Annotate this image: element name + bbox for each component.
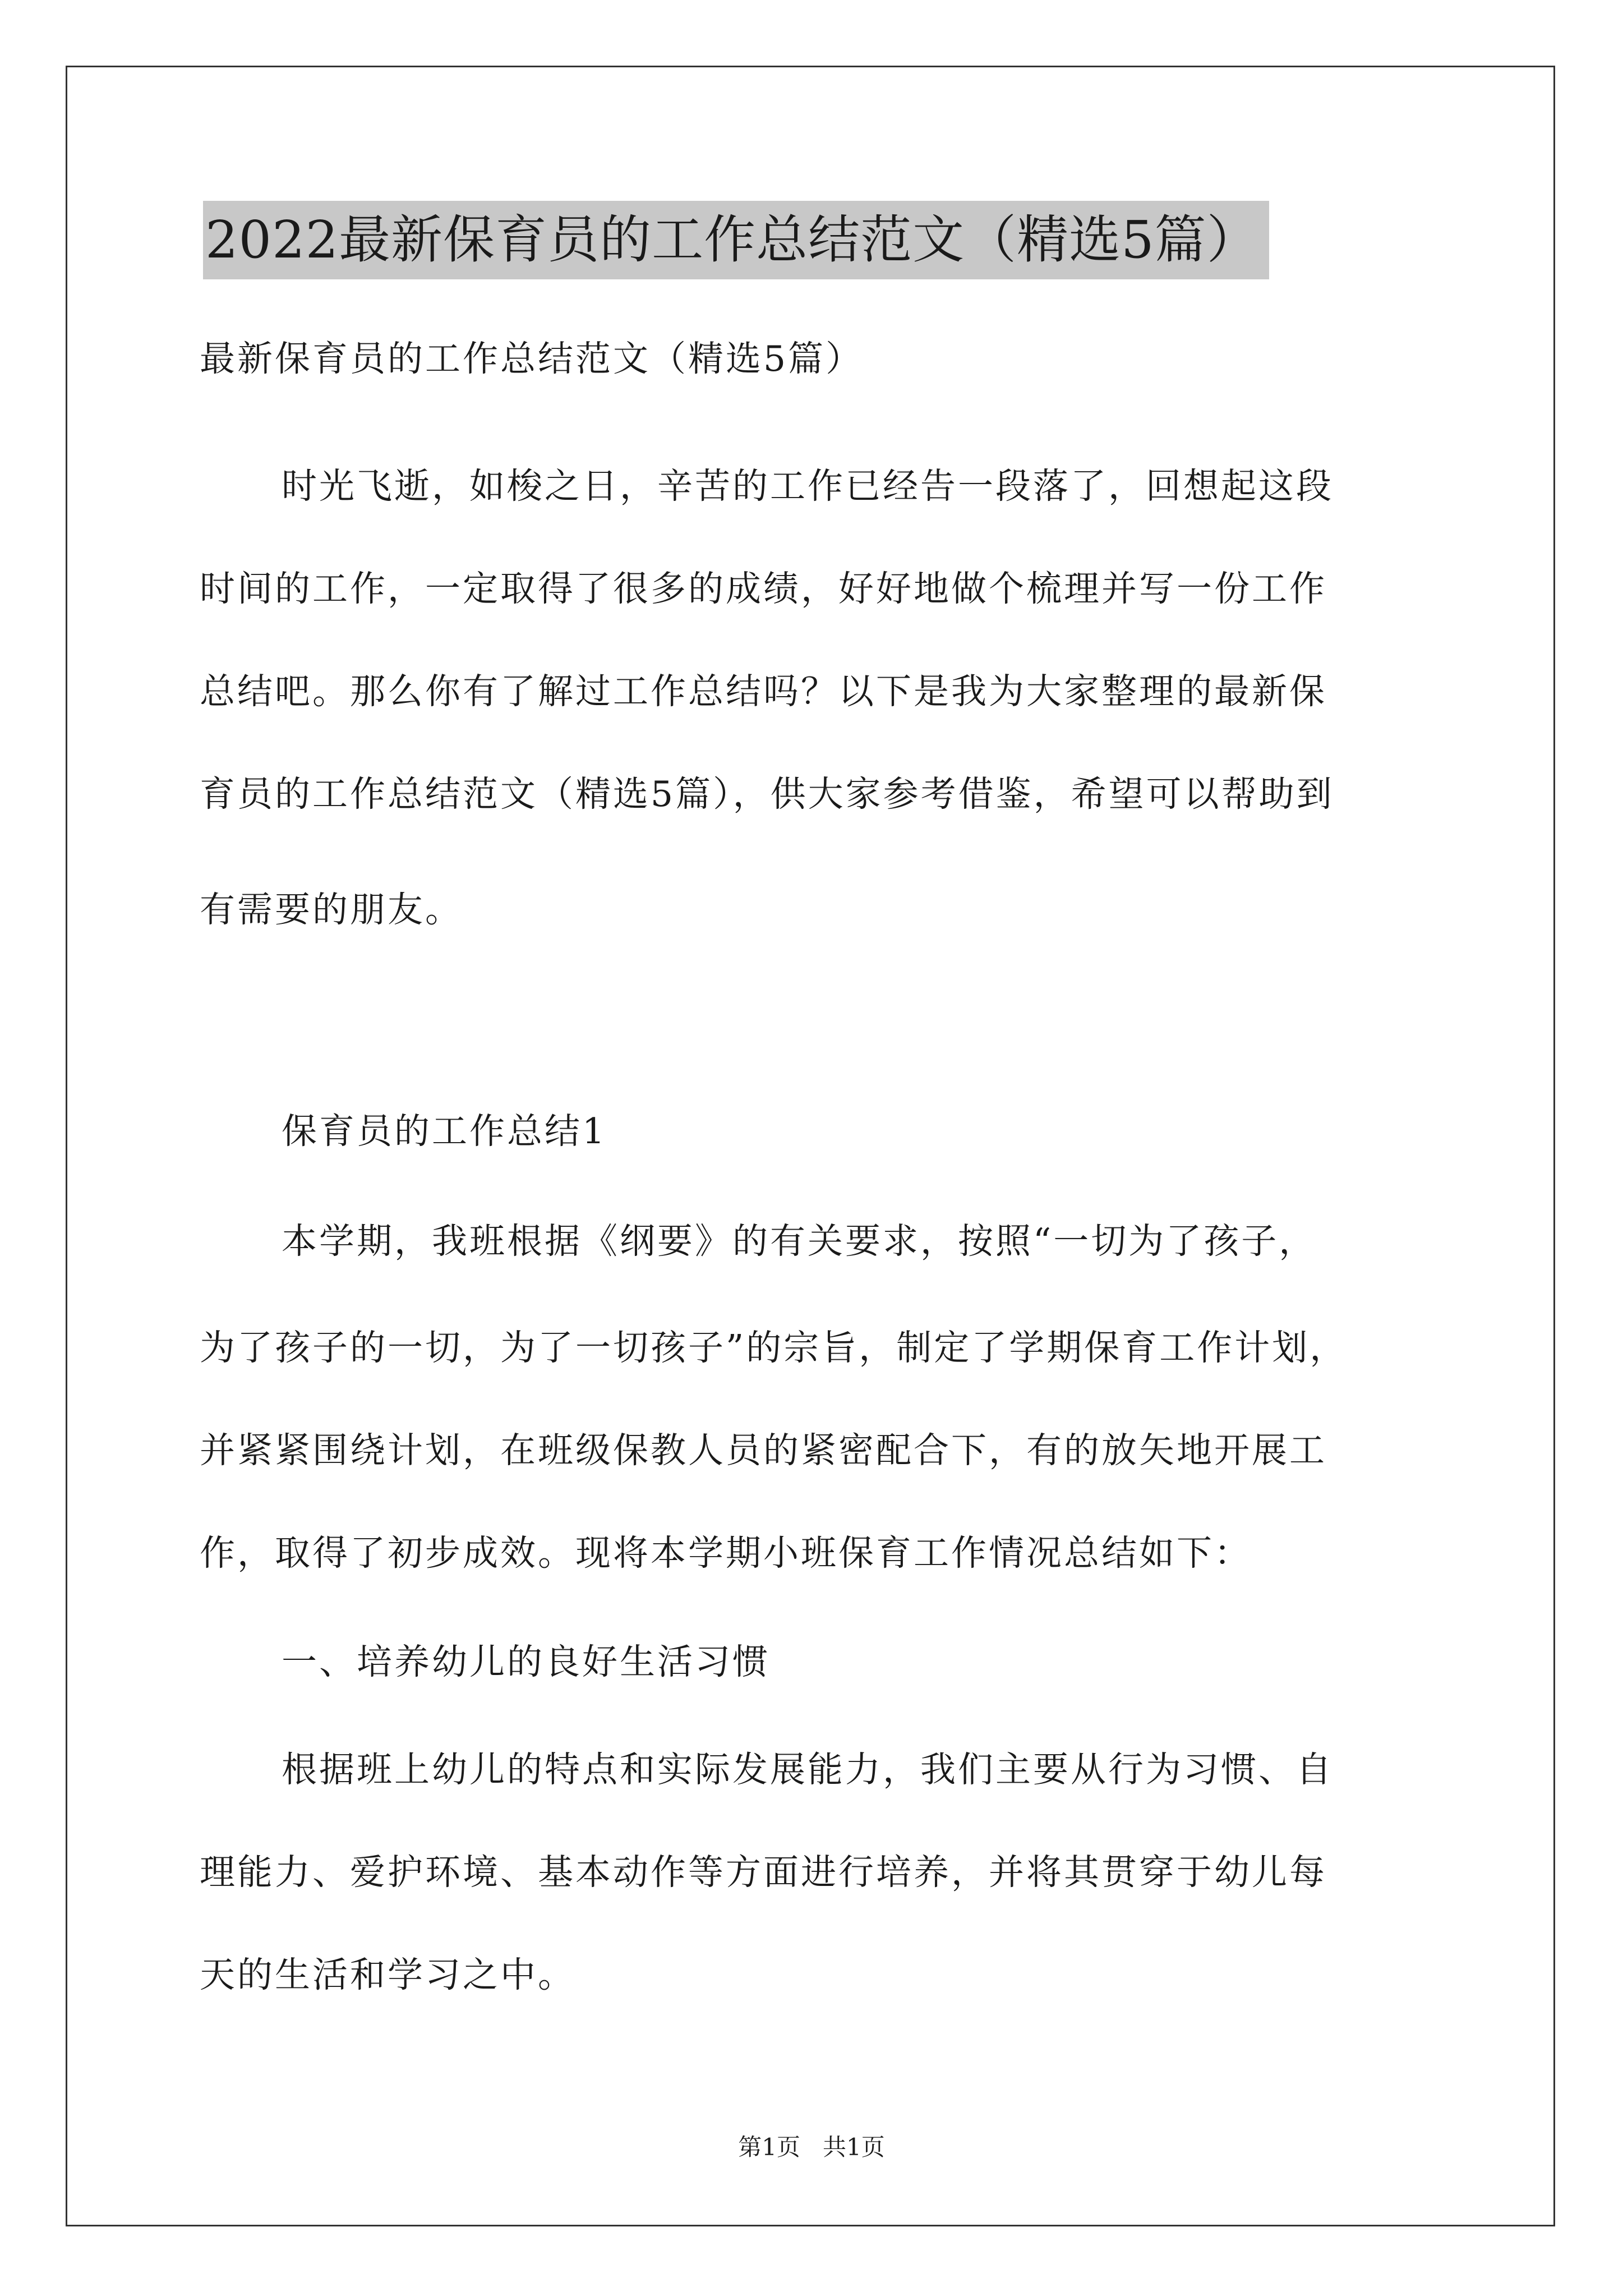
- document-subtitle: 最新保育员的工作总结范文（精选5篇）: [200, 338, 864, 379]
- intro-line: 时间的工作，一定取得了很多的成绩，好好地做个梳理并写一份工作: [200, 568, 1327, 609]
- intro-line: 育员的工作总结范文（精选5篇），供大家参考借鉴，希望可以帮助到: [200, 774, 1334, 815]
- section-heading: 保育员的工作总结1: [282, 1111, 607, 1152]
- document-title: 2022最新保育员的工作总结范文（精选5篇）: [203, 201, 1269, 279]
- title-block: [203, 201, 1269, 279]
- page-footer: 第1页 共1页: [738, 2133, 885, 2161]
- para1-line: 本学期，我班根据《纲要》的有关要求，按照“一切为了孩子，: [282, 1221, 1317, 1262]
- intro-line: 总结吧。那么你有了解过工作总结吗？以下是我为大家整理的最新保: [200, 671, 1327, 712]
- sub-heading: 一、培养幼儿的良好生活习惯: [282, 1641, 770, 1682]
- para2-line: 天的生活和学习之中。: [200, 1954, 575, 1995]
- para2-line: 根据班上幼儿的特点和实际发展能力，我们主要从行为习惯、自: [282, 1749, 1334, 1790]
- para2-line: 理能力、爱护环境、基本动作等方面进行培养，并将其贯穿于幼儿每: [200, 1852, 1327, 1893]
- intro-line: 时光飞逝，如梭之日，辛苦的工作已经告一段落了，回想起这段: [282, 466, 1334, 507]
- intro-line: 有需要的朋友。: [200, 889, 463, 930]
- para1-line: 为了孩子的一切，为了一切孩子”的宗旨，制定了学期保育工作计划，: [200, 1327, 1348, 1368]
- para1-line: 并紧紧围绕计划，在班级保教人员的紧密配合下，有的放矢地开展工: [200, 1430, 1327, 1471]
- para1-line: 作，取得了初步成效。现将本学期小班保育工作情况总结如下：: [200, 1533, 1252, 1573]
